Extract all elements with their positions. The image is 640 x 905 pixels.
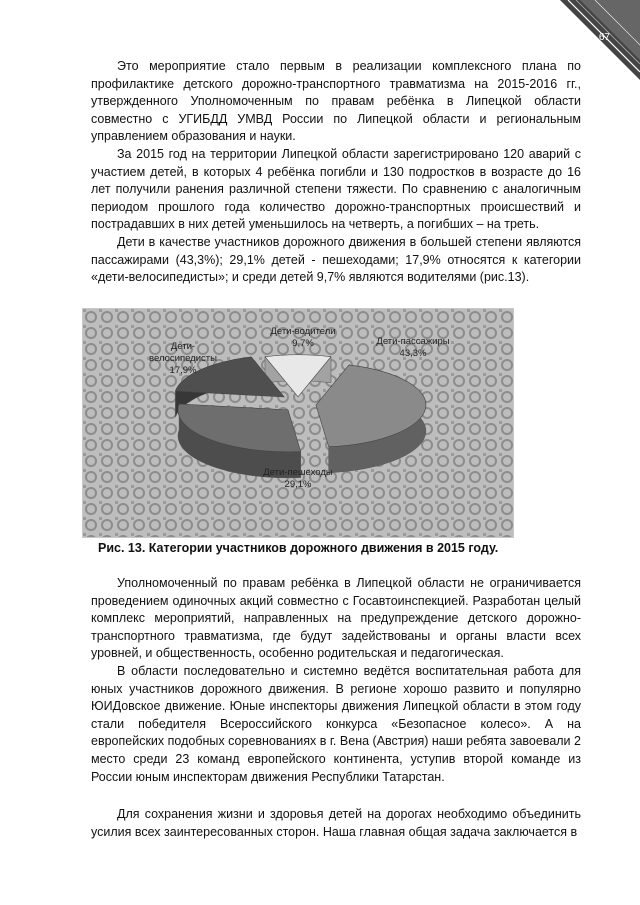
body-text-final — [91, 806, 581, 841]
slice-label: 43,3% — [399, 348, 427, 359]
slice-label: Дети-пассажиры — [376, 336, 450, 347]
paragraph: Для сохранения жизни и здоровья детей на дорогах необходимо объединить усилия всех заинтересованных сторон. Наша главная общая задача заключается в — [91, 807, 581, 839]
paragraph: Уполномоченный по правам ребёнка в Липецкой области не ограничивается проведением одиночных акций совместно с Госавтоинспекцией. Разработан целый комплекс мероприятий, направленных на предупреждение детского дорожно-транспортного травматизма, где будут задействованы и органы власти всех уровней, и общественность, особенно родительская и педагогическая. — [91, 576, 581, 661]
slice-label: 9,7% — [292, 338, 314, 349]
page-number: 67 — [598, 32, 610, 43]
paragraph: Дети в качестве участников дорожного движения в большей степени являются пассажирами (43,3%); 29,1% детей - пешеходами; 17,9% относятся к категории «дети-велосипедисты»; и среди детей 9,7% являются водителями (рис.13). — [91, 234, 581, 285]
body-text-bottom — [91, 575, 581, 786]
slice-label: Дети-пешеходы — [263, 467, 333, 478]
slice-label: Дети- — [170, 341, 196, 352]
slice-label: 29,1% — [284, 479, 312, 490]
slice-label: велосипедисты — [149, 353, 217, 364]
paragraph: В области последовательно и системно ведётся воспитательная работа для юных участников дорожного движения. В регионе хорошо развито и популярно ЮИДовское движение. Юные инспекторы движения Липецкой области в этом году стали победителя Всероссийского конкурса «Безопасное колесо». А на европейских подобных соревнованиях в г. Вена (Австрия) наши ребята завоевали 2 место среди 23 команд европейского континента, уступив второй команде из России юным инспекторам движения Республики Татарстан. — [91, 663, 581, 784]
figure-caption: Рис. 13. Категории участников дорожного движения в 2015 году. — [98, 541, 499, 555]
paragraph: Это мероприятие стало первым в реализации комплексного плана по профилактике детского дорожно-транспортного травматизма на 2015-2016 гг., утвержденного Уполномоченным по правам ребёнка в Липецкой области совместно с УГИБДД УМВД России по Липецкой области и региональным управлением образования и науки. — [91, 59, 581, 144]
body-text-top — [91, 58, 581, 287]
paragraph: За 2015 год на территории Липецкой области зарегистрировано 120 аварий с участием детей, в которых 4 ребёнка погибли и 130 подростков в возрасте до 16 лет получили ранения различной степени тяжести. По сравнению с аналогичным периодом прошлого года количество дорожно-транспортных происшествий и пострадавших в них детей уменьшилось на четверть, а погибших – на треть. — [91, 146, 581, 232]
slice-label: Дети-водители — [270, 326, 336, 337]
slice-label: 17,9% — [169, 365, 197, 376]
pie-chart — [83, 309, 513, 537]
pie-chart-figure — [82, 308, 514, 538]
